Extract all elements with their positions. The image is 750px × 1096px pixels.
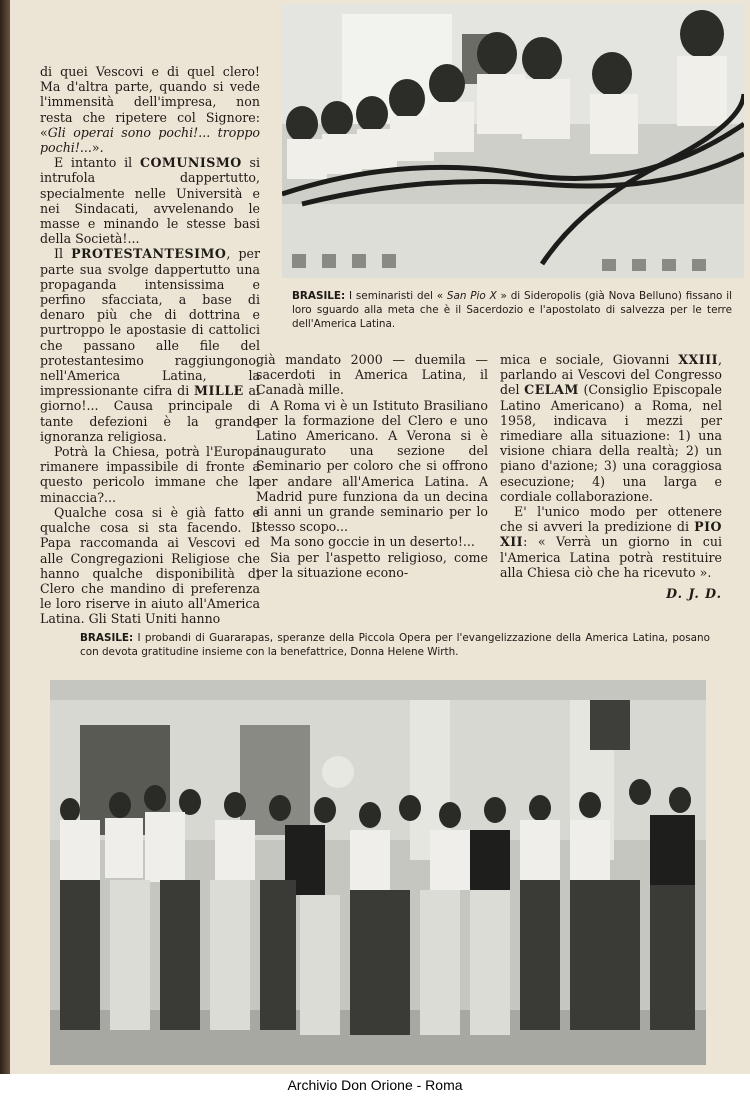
- middle-column: [256, 352, 488, 580]
- caption-bottom-label: BRASILE:: [80, 632, 134, 644]
- left-p1-text: di quei Vescovi e di quel clero! Ma d'altra parte, quando si vede l'immensità dell'impresa, non resta che ripetere col Signore: «: [40, 64, 260, 140]
- mid-paragraph-2: A Roma vi è un Istituto Brasiliano per la formazione del Clero e uno Latino Americano. A Verona si è inaugurato una sezione del Seminario per coloro che si offrono per andare all'America Latina. A Madrid pure funziona da un decina di anni un grande seminario per lo stesso scopo...: [256, 397, 488, 535]
- caption-top-label: BRASILE:: [292, 290, 346, 302]
- left-paragraph-3: [40, 246, 260, 444]
- left-p2-bold: COMUNISMO: [139, 155, 242, 171]
- right-p1-a: mica e sociale, Giovanni: [500, 352, 679, 367]
- left-p2-b: si intrufola dappertutto, specialmente nelle Università e nei Sindacati, avvelenando le masse e minando le stesse basi della Società!...: [40, 155, 260, 247]
- left-paragraph-2: [40, 155, 260, 246]
- left-p3-bold: PROTESTANTESIMO: [71, 246, 227, 262]
- left-paragraph-1: [40, 64, 260, 155]
- left-column: [40, 64, 260, 627]
- right-p2-bold: PIO XII: [500, 519, 722, 550]
- author-signature: D. J. D.: [666, 586, 722, 602]
- caption-seminarians: [292, 289, 732, 331]
- caption-bottom-text: I probandi di Guararapas, speranze della Piccola Opera per l'evangelizzazione della America Latina, posano con devota gratitudine insieme con la benefattrice, Donna Helene Wirth.: [80, 632, 710, 658]
- mid-paragraph-3: Ma sono goccie in un deserto!...: [270, 534, 475, 550]
- caption-top-italic: San Pio X: [446, 290, 497, 302]
- caption-probandi: [80, 631, 710, 659]
- archive-footer: Archivio Don Orione - Roma: [0, 1074, 750, 1096]
- left-p1-end: ».: [91, 140, 104, 156]
- right-p2-a: E' l'unico modo per ottenere che si avveri la predizione di: [500, 504, 722, 535]
- right-paragraph-2: [500, 504, 722, 580]
- mid-paragraph-1: già mandato 2000 — duemila — sacerdoti in America Latina, il Canadà mille.: [256, 352, 488, 398]
- right-p1-bold1: XXIII: [678, 352, 718, 367]
- photo-probandi: [50, 680, 706, 1065]
- document-page: [10, 0, 750, 1082]
- photo-probandi-art: [50, 680, 706, 1065]
- right-p1-c: (Consiglio Episcopale Latino Americano) a Roma, nel 1958, indicava i mezzi per rimediare alla situazione: 1) una visione chiara della realtà; 2) un piano d'azione; 3) una coraggiosa esecuzione; 4) una larga e cordiale collaborazione.: [500, 382, 722, 504]
- right-p1-bold2: CELAM: [524, 382, 579, 398]
- left-p1-quote: Gli operai sono pochi!... troppo pochi!...: [40, 124, 260, 156]
- left-p3-a: Il: [54, 246, 72, 262]
- photo-seminarians-art: [282, 4, 744, 278]
- right-column: [500, 352, 722, 601]
- mid-paragraph-4: Sia per l'aspetto religioso, come per la situazione econo-: [256, 549, 488, 580]
- caption-top-text-b: » di Sideropolis (già Nova Belluno) fissano il loro sguardo alla meta che è il Sacerdozio e l'apostolato di salvezza per le terre dell'America Latina.: [292, 290, 732, 330]
- left-p3-b: , per parte sua svolge dappertutto una propaganda intensissima e perfino sfacciata, a base di denaro più che di dottrina e purtroppo le apostasie di cattolici che passano alle file del protestantesimo raggiungono, nell'America Latina, la impressionante cifra di: [40, 246, 260, 399]
- right-p2-b: : « Verrà un giorno in cui l'America Latina potrà restituire alla Chiesa ciò che ha ricevuto ».: [500, 534, 722, 580]
- left-p3-bold2: MILLE: [194, 383, 244, 399]
- left-p3-c: al giorno!... Causa principale di tante defezioni è la grande ignoranza religiosa.: [40, 383, 261, 444]
- left-p2-a: E intanto il: [54, 155, 140, 171]
- right-p1-b: , parlando ai Vescovi del Congresso del: [500, 352, 722, 398]
- caption-top-text-a: I seminaristi del «: [345, 290, 447, 302]
- left-paragraph-4: Potrà la Chiesa, potrà l'Europa rimanere impassibile di fronte a questo pericolo immane che la minaccia?...: [40, 444, 260, 505]
- left-paragraph-5: Qualche cosa si è già fatto e qualche cosa si sta facendo. Il Papa raccomanda ai Vescovi ed alle Congregazioni Religiose che hanno qualche disponibilità di Clero che mandino di preferenza le loro riserve in aiuto all'America Latina. Gli Stati Uniti hanno: [40, 504, 260, 627]
- photo-seminarians: [282, 4, 744, 278]
- page-binding: [0, 0, 10, 1096]
- right-paragraph-1: [500, 352, 722, 504]
